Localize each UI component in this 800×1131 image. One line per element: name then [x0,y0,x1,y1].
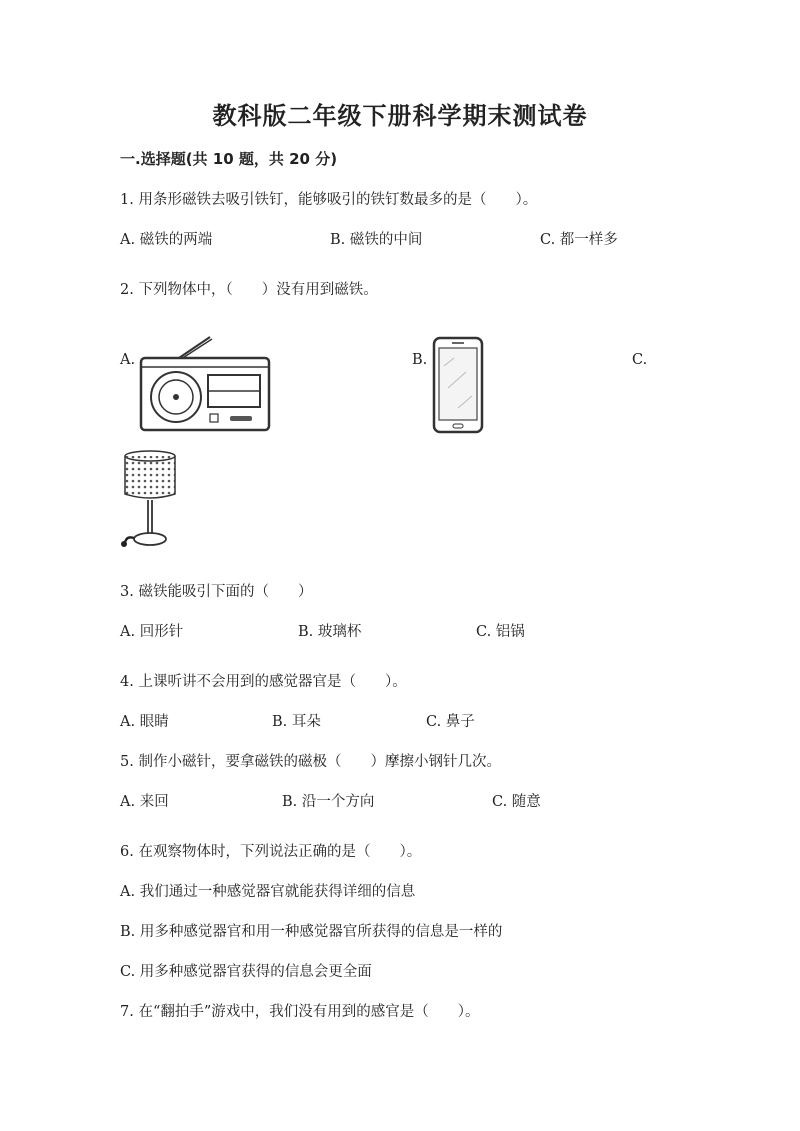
question-5-option-a: A. 来回 [120,794,169,810]
question-4-option-c: C. 鼻子 [426,714,475,730]
question-6-stem: 6. 在观察物体时，下列说法正确的是（ ）。 [120,844,422,860]
question-2-option-a: A. [120,352,136,368]
question-4-option-b: B. 耳朵 [272,714,321,730]
section-heading: 一.选择题(共 10 题，共 20 分) [120,150,338,168]
question-4-option-a: A. 眼睛 [120,714,169,730]
page-title: 教科版二年级下册科学期末测试卷 [212,102,588,130]
question-2-option-b: B. [412,352,428,368]
radio-icon [138,334,272,434]
question-1-option-c: C. 都一样多 [540,232,618,248]
table-lamp-icon [118,448,182,552]
question-6-option-a: A. 我们通过一种感觉器官就能获得详细的信息 [120,884,416,900]
question-6-option-b: B. 用多种感觉器官和用一种感觉器官所获得的信息是一样的 [120,924,503,940]
question-3-option-b: B. 玻璃杯 [298,624,362,640]
question-3-option-a: A. 回形针 [120,624,184,640]
question-6-option-c: C. 用多种感觉器官获得的信息会更全面 [120,964,372,980]
question-2-stem: 2. 下列物体中，（ ）没有用到磁铁。 [120,282,378,298]
question-3-stem: 3. 磁铁能吸引下面的（ ） [120,584,313,600]
question-5-stem: 5. 制作小磁针，要拿磁铁的磁极（ ）摩擦小钢针几次。 [120,754,501,770]
question-4-stem: 4. 上课听讲不会用到的感觉器官是（ ）。 [120,674,407,690]
question-5-option-b: B. 沿一个方向 [282,794,375,810]
question-1-option-a: A. 磁铁的两端 [120,232,213,248]
question-1-option-b: B. 磁铁的中间 [330,232,423,248]
smartphone-icon [432,336,484,434]
question-2-option-c: C. [632,352,648,368]
question-7-stem: 7. 在“翻拍手”游戏中，我们没有用到的感官是（ ）。 [120,1004,480,1020]
question-3-option-c: C. 铝锅 [476,624,525,640]
question-5-option-c: C. 随意 [492,794,541,810]
question-1-stem: 1. 用条形磁铁去吸引铁钉，能够吸引的铁钉数最多的是（ ）。 [120,192,538,208]
